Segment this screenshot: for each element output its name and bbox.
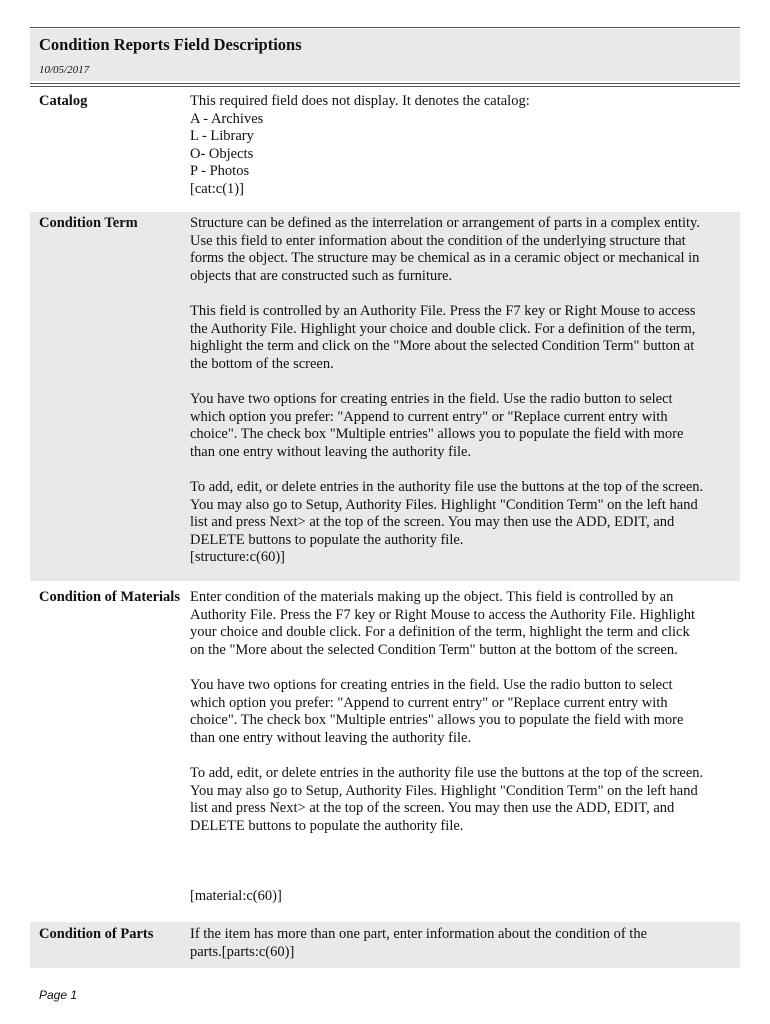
paragraph-gap: [190, 853, 735, 871]
paragraph-gap: [190, 747, 735, 765]
description-line: If the item has more than one part, enter information about the condition of the: [190, 926, 648, 942]
field-description: [190, 589, 735, 906]
paragraph-gap: [190, 285, 735, 303]
description-line: Structure can be defined as the interrelation or arrangement of parts in a complex entity.: [190, 215, 700, 231]
description-line: the bottom of the screen.: [190, 355, 334, 372]
field-row-condition-term: [30, 212, 740, 581]
description-line: This required field does not display. It denotes the catalog:: [190, 93, 530, 109]
description-line: choice". The check box "Multiple entries" allows you to populate the field with more: [190, 712, 684, 729]
description-line: than one entry without leaving the authority file.: [190, 729, 472, 746]
paragraph-gap: [190, 871, 735, 889]
page-header: [30, 29, 740, 81]
field-row-condition-of-parts: [30, 922, 740, 968]
description-line: highlight the term and click on the "More about the selected Condition Term" button at: [190, 338, 695, 355]
description-line: To add, edit, or delete entries in the authority file use the buttons at the top of the screen.: [190, 478, 704, 495]
description-line: L - Library: [190, 128, 254, 145]
paragraph-gap: [190, 373, 735, 391]
description-line: choice". The check box "Multiple entries" allows you to populate the field with more: [190, 426, 684, 443]
description-line: than one entry without leaving the authority file.: [190, 443, 472, 460]
description-line: O- Objects: [190, 145, 254, 162]
top-rule: [30, 27, 740, 28]
description-line: You have two options for creating entries in the field. Use the radio button to select: [190, 676, 673, 693]
description-line: forms the object. The structure may be chemical as in a ceramic object or mechanical in: [190, 250, 700, 267]
description-line: A - Archives: [190, 110, 264, 127]
description-line: [material:c(60)]: [190, 888, 282, 905]
description-line: To add, edit, or delete entries in the authority file use the buttons at the top of the screen.: [190, 764, 704, 781]
description-line: You have two options for creating entries in the field. Use the radio button to select: [190, 390, 673, 407]
field-description: [190, 215, 735, 567]
description-line: You may also go to Setup, Authority Files. Highlight "Condition Term" on the left hand: [190, 496, 698, 513]
description-line: [structure:c(60)]: [190, 549, 286, 566]
page-title: Condition Reports Field Descriptions: [39, 35, 302, 54]
field-row-condition-of-materials: [30, 589, 740, 915]
description-line: Use this field to enter information about the condition of the underlying structure that: [190, 232, 686, 249]
field-description: [190, 926, 735, 961]
description-line: Enter condition of the materials making up the object. This field is controlled by an: [190, 589, 674, 605]
description-line: list and press Next> at the top of the screen. You may then use the ADD, EDIT, and: [190, 514, 675, 531]
description-line: objects that are constructed such as furniture.: [190, 267, 453, 284]
description-line: your choice and double click. For a definition of the term, highlight the term and click: [190, 624, 690, 641]
paragraph-gap: [190, 461, 735, 479]
paragraph-gap: [190, 835, 735, 853]
description-line: DELETE buttons to populate the authority file.: [190, 531, 464, 548]
description-line: parts.[parts:c(60)]: [190, 943, 295, 960]
description-line: which option you prefer: "Append to current entry" or "Replace current entry with: [190, 408, 668, 425]
field-label: Condition of Parts: [39, 926, 154, 942]
header-rule-upper: [30, 83, 740, 84]
description-line: which option you prefer: "Append to current entry" or "Replace current entry with: [190, 694, 668, 711]
field-description: [190, 93, 735, 199]
description-line: [cat:c(1)]: [190, 180, 244, 197]
description-line: on the "More about the selected Condition Term" button at the bottom of the screen.: [190, 641, 678, 658]
description-line: list and press Next> at the top of the screen. You may then use the ADD, EDIT, and: [190, 800, 675, 817]
field-label: Catalog: [39, 93, 88, 109]
field-label: Condition of Materials: [39, 589, 180, 605]
description-line: DELETE buttons to populate the authority file.: [190, 817, 464, 834]
description-line: This field is controlled by an Authority File. Press the F7 key or Right Mouse to access: [190, 302, 696, 319]
description-line: Authority File. Press the F7 key or Right Mouse to access the Authority File. Highlight: [190, 606, 696, 623]
description-line: the Authority File. Highlight your choice and double click. For a definition of the term,: [190, 320, 696, 337]
header-rule-lower: [30, 86, 740, 87]
description-line: You may also go to Setup, Authority Files. Highlight "Condition Term" on the left hand: [190, 782, 698, 799]
field-row-catalog: [30, 93, 740, 205]
report-date: 10/05/2017: [39, 64, 90, 76]
paragraph-gap: [190, 659, 735, 677]
page-number: Page 1: [39, 988, 78, 1002]
field-label: Condition Term: [39, 215, 138, 231]
description-line: P - Photos: [190, 163, 250, 180]
